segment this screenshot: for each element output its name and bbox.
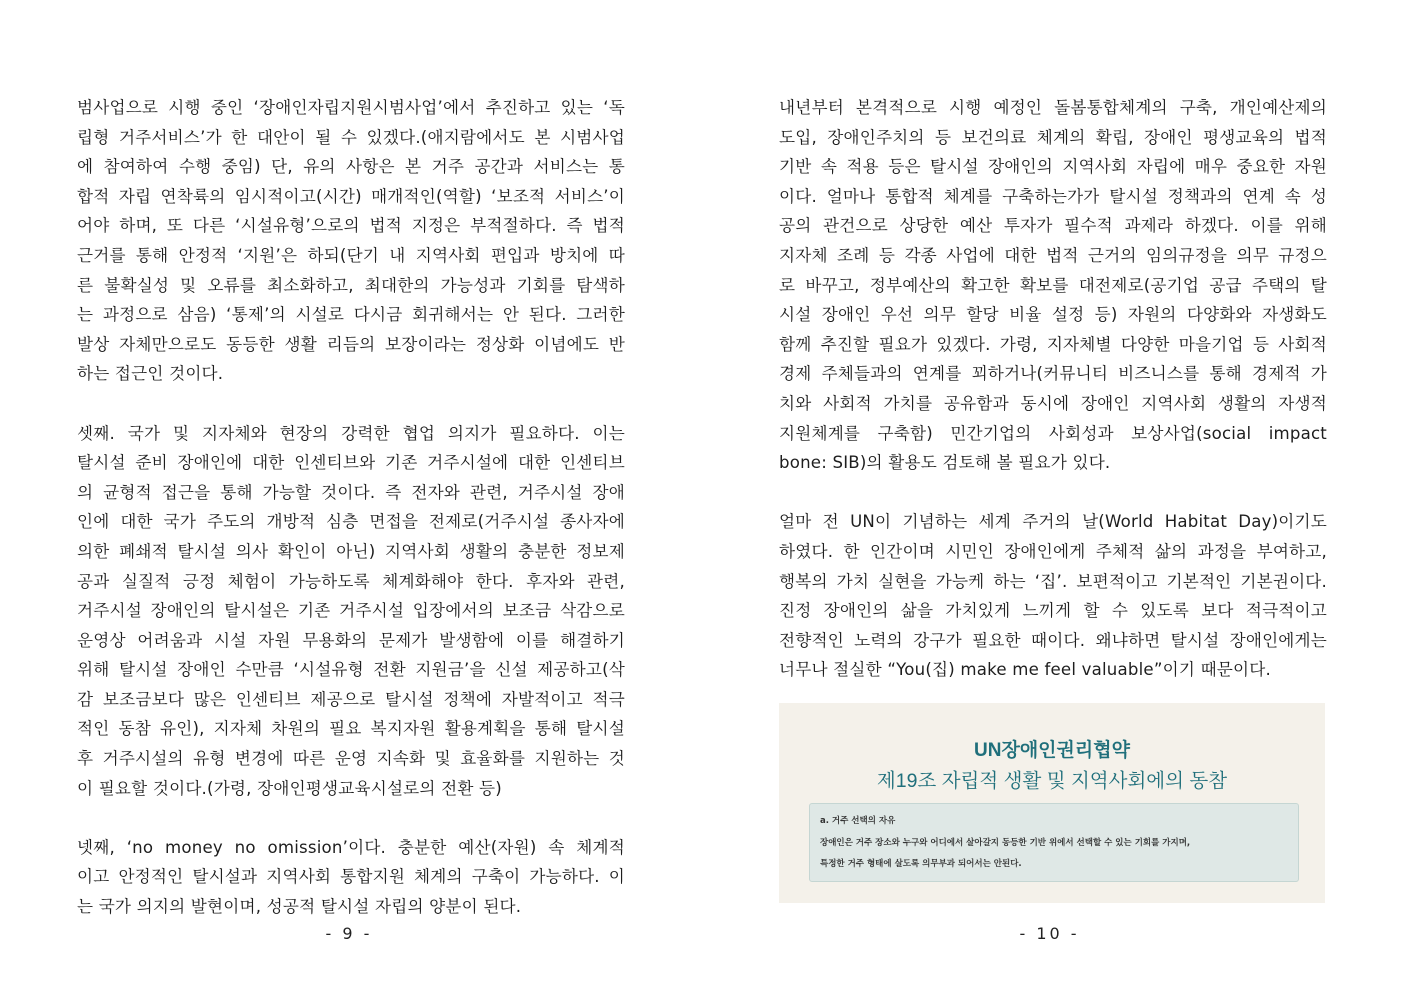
right-text-column	[779, 93, 1327, 685]
text-line: 어야 하며, 또 다른 ‘시설유형’으로의 법적 지정은 부적절하다. 즉 법적	[77, 216, 625, 236]
text-line: 범사업으로 시행 중인 ‘장애인자립지원시범사업’에서 추진하고 있는 ‘독	[77, 98, 625, 117]
text-line: 공과 실질적 긍정 체험이 가능하도록 체계화해야 한다. 후자와 관련,	[77, 571, 625, 591]
paragraph-reform-housing	[77, 93, 625, 389]
text-line: 너무나 절실한 “You(집) make me feel valuable”이기 때문이다.	[779, 660, 1271, 680]
text-line: 얼마 전 UN이 기념하는 세계 주거의 날(World Habitat Day)이기도	[779, 512, 1327, 532]
text-line: 의 균형적 접근을 통해 가능할 것이다. 즉 전자와 관련, 거주시설 장애	[77, 482, 625, 502]
page-number: - 9 -	[325, 924, 373, 943]
text-line: 넷째, ‘no money no omission’이다. 충분한 예산(자원) 속 체계적	[77, 837, 625, 857]
text-line: bone: SIB)의 활용도 검토해 볼 필요가 있다.	[779, 453, 1111, 473]
text-line: 함께 추진할 필요가 있겠다. 가령, 지자체별 다양한 마을기업 등 사회적	[779, 334, 1327, 354]
text-line: 거주시설 장애인의 탈시설은 기존 거주시설 입장에서의 보조금 삭감으로	[77, 601, 625, 621]
text-line: 하는 접근인 것이다.	[77, 364, 224, 384]
paragraph-fourth-point	[77, 833, 625, 922]
text-line: 탈시설 준비 장애인에 대한 인센티브와 기존 거주시설에 대한 인센티브	[77, 453, 625, 473]
paragraph-integrated-system	[779, 93, 1327, 478]
text-line: 경제 주체들과의 연계를 꾀하거나(커뮤니티 비즈니스를 통해 경제적 가	[779, 364, 1327, 384]
text-line: 시설 장애인 우선 의무 할당 비율 설정 등) 자원의 다양화와 자생화도	[779, 305, 1327, 325]
text-line: 공의 관건으로 상당한 예산 투자가 필수적 과제라 하겠다. 이를 위해	[779, 216, 1327, 236]
un-convention-box	[779, 703, 1325, 903]
un-article-panel	[809, 803, 1299, 882]
text-line: 전향적인 노력의 강구가 필요한 때이다. 왜냐하면 탈시설 장애인에게는	[779, 630, 1327, 650]
page-number: - 10 -	[1019, 924, 1080, 943]
text-line: 위해 탈시설 장애인 수만큼 ‘시설유형 전환 지원금’을 신설 제공하고(삭	[77, 660, 625, 680]
text-line: 합적 자립 연착륙의 임시적이고(시간) 매개적인(역할) ‘보조적 서비스’이	[77, 186, 625, 206]
text-line: 셋째. 국가 및 지자체와 현장의 강력한 협업 의지가 필요하다. 이는	[77, 423, 625, 443]
text-line: 적인 동참 유인), 지자체 차원의 필요 복지자원 활용계획을 통해 탈시설	[77, 719, 625, 739]
un-box-title: UN장애인권리협약	[974, 740, 1130, 761]
text-line: 행복의 가치 실현을 가능케 하는 ‘집’. 보편적이고 기본적인 기본권이다.	[779, 571, 1327, 591]
text-line: 내년부터 본격적으로 시행 예정인 돌봄통합체계의 구축, 개인예산제의	[779, 98, 1327, 117]
text-line: 진정 장애인의 삶을 가치있게 느끼게 할 수 있도록 보다 적극적이고	[779, 601, 1327, 621]
text-line: 이고 안정적인 탈시설과 지역사회 통합지원 체계의 구축이 가능하다. 이	[77, 867, 625, 887]
text-line: 로 바꾸고, 정부예산의 확고한 확보를 대전제로(공기업 공급 주택의 탈	[779, 275, 1327, 295]
text-line: 인에 대한 국가 주도의 개방적 심층 면접을 전제로(거주시설 종사자에	[77, 512, 625, 532]
text-line: 이다. 얼마나 통합적 체계를 구축하는가가 탈시설 정책과의 연계 속 성	[779, 186, 1327, 206]
text-line: 이 필요할 것이다.(가령, 장애인평생교육시설로의 전환 등)	[77, 778, 502, 798]
text-line: 기반 속 적용 등은 탈시설 장애인의 지역사회 자립에 매우 중요한 자원	[779, 157, 1327, 177]
paragraph-gap	[77, 389, 625, 419]
un-box-subtitle: 제19조 자립적 생활 및 지역사회에의 동참	[876, 770, 1228, 792]
paragraph-gap	[77, 803, 625, 833]
paragraph-habitat-day	[779, 507, 1327, 685]
paragraph-third-point	[77, 419, 625, 804]
text-line: 발상 자체만으로도 동등한 생활 리듬의 보장이라는 정상화 이념에도 반	[77, 334, 625, 354]
text-line: 에 참여하여 수행 중임) 단, 유의 사항은 본 거주 공간과 서비스는 통	[77, 157, 625, 177]
text-line: 후 거주시설의 유형 변경에 따른 운영 지속화 및 효율화를 지원하는 것	[77, 749, 625, 769]
text-line: 지원체계를 구축함) 민간기업의 사회성과 보상사업(social impact	[779, 423, 1327, 443]
text-line: 근거를 통해 안정적 ‘지원’은 하되(단기 내 지역사회 편입과 방치에 따	[77, 245, 625, 265]
text-line: 른 불확실성 및 오류를 최소화하고, 최대한의 가능성과 기회를 탐색하	[77, 275, 625, 295]
text-line: 도입, 장애인주치의 등 보건의료 체계의 확립, 장애인 평생교육의 법적	[779, 127, 1327, 147]
text-line: 는 국가 의지의 발현이며, 성공적 탈시설 자립의 양분이 된다.	[77, 897, 522, 917]
text-line: 감 보조금보다 많은 인센티브 제공으로 탈시설 정책에 자발적이고 적극	[77, 689, 625, 709]
text-line: 지자체 조례 등 각종 사업에 대한 법적 근거의 임의규정을 의무 규정으	[779, 245, 1327, 265]
text-line: 의한 폐쇄적 탈시설 의사 확인이 아닌) 지역사회 생활의 충분한 정보제	[77, 541, 625, 561]
left-text-column	[77, 93, 625, 922]
paragraph-gap	[779, 478, 1327, 508]
text-line: 운영상 어려움과 시설 자원 무용화의 문제가 발생함에 이를 해결하기	[77, 630, 625, 650]
right-page	[702, 0, 1403, 992]
text-line: 치와 사회적 가치를 공유함과 동시에 장애인 지역사회 생활의 자생적	[779, 393, 1327, 413]
un-article-heading: a. 거주 선택의 자유	[820, 816, 896, 826]
un-article-text: 장애인은 거주 장소와 누구와 어디에서 살아갈지 동등한 기반 위에서 선택할 수 있는 기회를 가지며,	[820, 838, 1191, 848]
text-line: 하였다. 한 인간이며 시민인 장애인에게 주체적 삶의 과정을 부여하고,	[779, 541, 1327, 561]
text-line: 는 과정으로 삼음) ‘통제’의 시설로 다시금 회귀해서는 안 된다. 그러한	[77, 305, 625, 325]
text-line: 립형 거주서비스’가 한 대안이 될 수 있겠다.(애지람에서도 본 시범사업	[77, 127, 625, 147]
un-article-text: 특정한 거주 형태에 살도록 의무부과 되어서는 안된다.	[820, 859, 1022, 869]
